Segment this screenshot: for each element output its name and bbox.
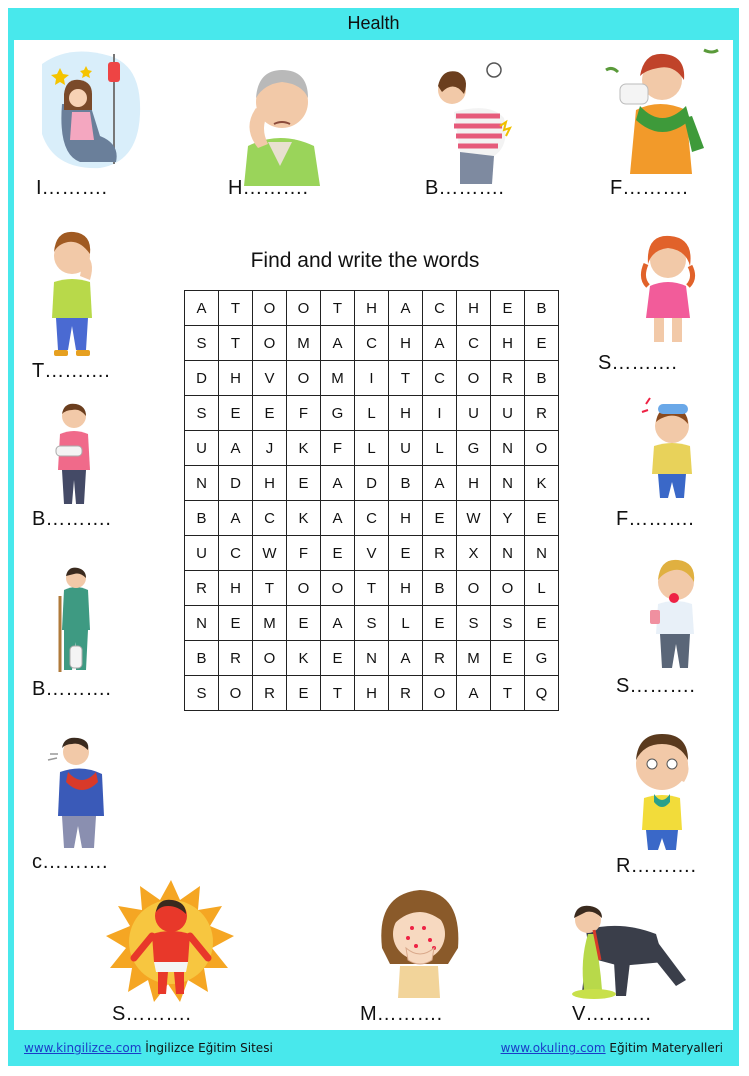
grid-cell: E [525,326,559,361]
grid-cell: I [355,361,389,396]
grid-cell: E [491,641,525,676]
grid-cell: H [389,396,423,431]
label-sunburn: S………. [112,1003,191,1025]
grid-cell: B [389,466,423,501]
grid-cell: E [287,466,321,501]
grid-cell: K [287,641,321,676]
label-measles: M………. [360,1003,443,1025]
grid-cell: Q [525,676,559,711]
grid-cell: W [253,536,287,571]
grid-cell: O [253,291,287,326]
footer [8,1034,739,1064]
ill-girl-illustration [30,44,146,174]
grid-cell: E [321,641,355,676]
grid-cell: R [525,396,559,431]
grid-cell: M [457,641,491,676]
label-runny-nose: R………. [616,855,696,877]
label-backache-top: B………. [425,177,504,199]
grid-cell: C [457,326,491,361]
grid-cell: G [321,396,355,431]
grid-cell: L [355,431,389,466]
grid-cell: V [253,361,287,396]
grid-cell: F [287,536,321,571]
headache-man-illustration [238,58,324,186]
grid-cell: T [355,571,389,606]
grid-cell: W [457,501,491,536]
grid-cell: S [185,396,219,431]
label-vomit: V………. [572,1003,651,1025]
grid-cell: U [185,536,219,571]
grid-cell: D [355,466,389,501]
grid-cell: L [389,606,423,641]
vomit-man-illustration [560,900,692,1000]
toothache-boy-illustration [40,222,102,358]
grid-cell: U [185,431,219,466]
grid-row [185,291,559,326]
grid-cell: A [219,431,253,466]
fever-boy-illustration [640,396,704,500]
grid-cell: H [219,571,253,606]
grid-cell: T [321,291,355,326]
grid-cell: C [355,501,389,536]
measles-girl-illustration [376,884,462,1002]
grid-row [185,431,559,466]
label-ill: I………. [36,177,108,199]
grid-cell: B [423,571,457,606]
grid-cell: H [491,326,525,361]
grid-cell: A [389,291,423,326]
grid-cell: H [219,361,253,396]
grid-cell: H [457,291,491,326]
grid-row [185,396,559,431]
stomachache-girl-illustration [640,230,696,348]
grid-cell: R [423,536,457,571]
label-cough: c………. [32,851,108,873]
grid-cell: A [389,641,423,676]
grid-cell: Y [491,501,525,536]
grid-cell: A [185,291,219,326]
broken-arm-boy-illustration [52,400,96,508]
footer-link-okuling[interactable]: www.okuling.com [500,1041,606,1055]
grid-cell: E [525,501,559,536]
grid-cell: G [457,431,491,466]
grid-cell: K [525,466,559,501]
grid-cell: O [219,676,253,711]
grid-cell: O [457,571,491,606]
grid-cell: A [321,466,355,501]
grid-cell: A [457,676,491,711]
grid-cell: E [491,291,525,326]
grid-cell: M [253,606,287,641]
grid-cell: S [457,606,491,641]
grid-cell: B [185,501,219,536]
grid-cell: S [355,606,389,641]
label-fever: F………. [616,508,694,530]
grid-cell: N [185,606,219,641]
grid-cell: N [491,536,525,571]
grid-cell: E [219,396,253,431]
grid-cell: K [287,501,321,536]
sunburn-boy-illustration [104,876,238,1006]
grid-cell: E [219,606,253,641]
label-headache: H………. [228,177,308,199]
grid-cell: R [423,641,457,676]
grid-cell: L [525,571,559,606]
grid-cell: A [321,501,355,536]
label-toothache: T………. [32,360,110,382]
grid-cell: H [355,291,389,326]
grid-cell: H [389,326,423,361]
grid-cell: T [219,291,253,326]
grid-cell: A [219,501,253,536]
grid-cell: T [219,326,253,361]
grid-cell: U [491,396,525,431]
broken-leg-man-illustration [56,566,96,676]
footer-link-kingilizce[interactable]: www.kingilizce.com [24,1041,142,1055]
grid-cell: E [287,606,321,641]
grid-cell: N [491,466,525,501]
grid-cell: O [525,431,559,466]
grid-cell: O [287,571,321,606]
grid-cell: A [423,466,457,501]
grid-cell: C [253,501,287,536]
grid-cell: O [321,571,355,606]
grid-row [185,466,559,501]
grid-cell: O [457,361,491,396]
grid-cell: M [287,326,321,361]
grid-cell: E [423,606,457,641]
grid-cell: H [253,466,287,501]
grid-row [185,326,559,361]
label-flu-top: F………. [610,177,688,199]
grid-cell: A [321,606,355,641]
grid-cell: C [219,536,253,571]
grid-cell: D [185,361,219,396]
grid-cell: O [423,676,457,711]
grid-cell: O [491,571,525,606]
footer-text-right: Eğitim Materyalleri [609,1041,723,1055]
grid-cell: E [287,676,321,711]
grid-cell: A [423,326,457,361]
grid-cell: R [389,676,423,711]
grid-cell: B [525,361,559,396]
grid-cell: B [525,291,559,326]
grid-cell: R [253,676,287,711]
label-broken-leg: B………. [32,678,111,700]
grid-cell: S [491,606,525,641]
grid-cell: L [355,396,389,431]
grid-row [185,641,559,676]
grid-cell: O [253,641,287,676]
grid-cell: T [491,676,525,711]
grid-row [185,501,559,536]
label-broken-arm: B………. [32,508,111,530]
footer-text-left: İngilizce Eğitim Sitesi [145,1041,273,1055]
grid-cell: C [423,361,457,396]
grid-cell: C [355,326,389,361]
grid-cell: H [355,676,389,711]
grid-row [185,571,559,606]
grid-cell: V [355,536,389,571]
flu-man-illustration [600,40,722,178]
grid-cell: E [253,396,287,431]
grid-cell: T [321,676,355,711]
grid-row [185,361,559,396]
grid-cell: I [423,396,457,431]
label-stomachache: S………. [598,352,677,374]
grid-cell: O [287,361,321,396]
grid-cell: E [389,536,423,571]
grid-cell: E [423,501,457,536]
grid-cell: E [321,536,355,571]
sore-throat-boy-illustration [648,552,702,670]
runny-nose-boy-illustration [628,726,696,856]
word-search-grid [184,290,559,711]
grid-cell: B [185,641,219,676]
grid-cell: H [457,466,491,501]
grid-cell: U [389,431,423,466]
grid-cell: O [253,326,287,361]
grid-cell: S [185,676,219,711]
page-title: Health [347,13,400,33]
grid-cell: N [185,466,219,501]
puzzle-heading: Find and write the words [250,249,480,272]
grid-cell: D [219,466,253,501]
grid-cell: S [185,326,219,361]
grid-cell: K [287,431,321,466]
cough-man-illustration [46,732,112,852]
grid-cell: C [423,291,457,326]
grid-cell: H [389,501,423,536]
label-sore-throat: S………. [616,675,695,697]
grid-cell: H [389,571,423,606]
grid-cell: N [491,431,525,466]
grid-cell: F [287,396,321,431]
grid-cell: X [457,536,491,571]
grid-cell: E [525,606,559,641]
grid-row [185,606,559,641]
grid-cell: R [185,571,219,606]
grid-cell: L [423,431,457,466]
grid-cell: R [219,641,253,676]
grid-cell: N [355,641,389,676]
grid-cell: G [525,641,559,676]
grid-cell: O [287,291,321,326]
grid-cell: J [253,431,287,466]
grid-cell: R [491,361,525,396]
grid-cell: U [457,396,491,431]
grid-cell: N [525,536,559,571]
backache-woman-illustration [430,56,522,184]
grid-cell: F [321,431,355,466]
grid-cell: M [321,361,355,396]
grid-cell: T [389,361,423,396]
grid-cell: T [253,571,287,606]
grid-row [185,676,559,711]
grid-row [185,536,559,571]
grid-cell: A [321,326,355,361]
